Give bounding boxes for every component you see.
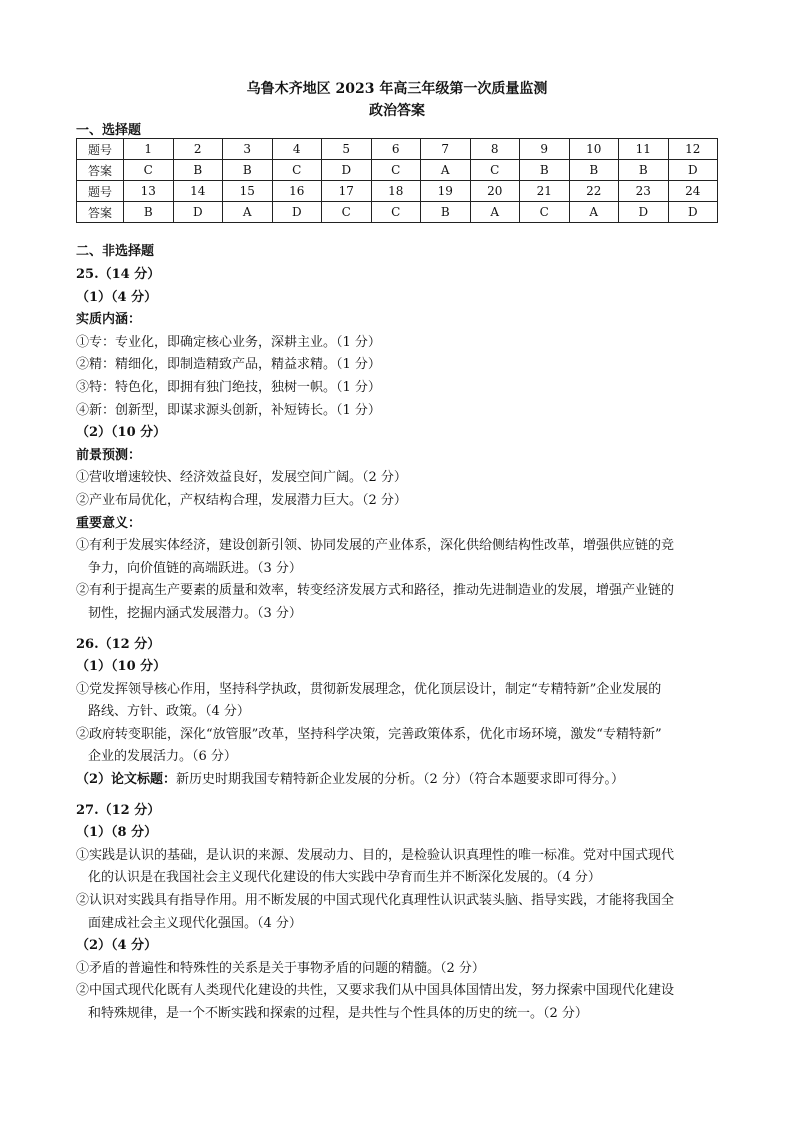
q25-item8-line2: 韧性，挖掘内涵式发展潜力。（3 分）: [88, 605, 302, 621]
q26-item2-line2: 企业的发展活力。（6 分）: [88, 749, 237, 765]
q27-item4-line1: ②中国式现代化既有人类现代化建设的共性，又要求我们从中国具体国情出发，努力探索中国现代化建设: [76, 983, 675, 999]
question-number-cell: 1: [124, 139, 174, 160]
question-row-label: 题号: [77, 139, 124, 160]
answer-cell: A: [223, 202, 273, 223]
question-number-row: [77, 139, 718, 160]
answer-cell: C: [272, 160, 322, 181]
answer-cell: C: [371, 160, 421, 181]
answer-cell: B: [520, 160, 570, 181]
q25-part1: （1）（4 分）: [76, 289, 158, 305]
q25-item4: ④新：创新型，即谋求源头创新，补短铸长。（1 分）: [76, 402, 381, 418]
q25-heading-meaning: 实质内涵：: [76, 312, 142, 328]
q26-part2-label: （2）论文标题：: [76, 772, 177, 788]
answer-cell: A: [569, 202, 619, 223]
q25-item1: ①专：专业化，即确定核心业务，深耕主业。（1 分）: [76, 334, 381, 350]
q26-item2-line1: ②政府转变职能，深化“放管服”改革，坚持科学决策，完善政策体系，优化市场环境，激发“专精特新”: [76, 726, 662, 742]
question-number-cell: 16: [272, 181, 322, 202]
q25-item7-line1: ①有利于发展实体经济，建设创新引领、协同发展的产业体系，深化供给侧结构性改革，增强供应链的竞: [76, 538, 675, 554]
q25-part2: （2）（10 分）: [76, 425, 167, 441]
question-number-cell: 8: [470, 139, 520, 160]
answer-row: [77, 160, 718, 181]
question-number-cell: 19: [421, 181, 471, 202]
answer-cell: D: [668, 202, 718, 223]
q25-heading-significance: 重要意义：: [76, 515, 142, 531]
answer-cell: D: [173, 202, 223, 223]
answer-cell: C: [124, 160, 174, 181]
answer-cell: A: [421, 160, 471, 181]
question-number-cell: 7: [421, 139, 471, 160]
answer-cell: B: [173, 160, 223, 181]
question-number-cell: 11: [619, 139, 669, 160]
q26-part2-text: 新历史时期我国专精特新企业发展的分析。（2 分）（符合本题要求即可得分。）: [176, 772, 624, 788]
question-number-cell: 21: [520, 181, 570, 202]
answer-cell: D: [619, 202, 669, 223]
q27-item4-line2: 和特殊规律，是一个不断实践和探索的过程，是共性与个性具体的历史的统一。（2 分）: [88, 1006, 588, 1021]
question-number-cell: 2: [173, 139, 223, 160]
question-number-cell: 24: [668, 181, 718, 202]
q25-item5: ①营收增速较快、经济效益良好，发展空间广阔。（2 分）: [76, 470, 407, 486]
q26-part1: （1）（10 分）: [76, 659, 167, 675]
q26-item1-line1: ①党发挥领导核心作用，坚持科学执政，贯彻新发展理念，优化顶层设计，制定“专精特新”企业发展的: [76, 681, 662, 697]
q27-item2-line2: 面建成社会主义现代化强国。（4 分）: [88, 915, 302, 931]
question-number-cell: 22: [569, 181, 619, 202]
answer-cell: C: [371, 202, 421, 223]
answer-cell: C: [470, 160, 520, 181]
question-number-cell: 17: [322, 181, 372, 202]
answer-cell: B: [124, 202, 174, 223]
q25-item7-line2: 争力，向价值链的高端跃进。（3 分）: [88, 560, 302, 576]
question-number-cell: 14: [173, 181, 223, 202]
answer-row-label: 答案: [77, 160, 124, 181]
question-number-cell: 13: [124, 181, 174, 202]
q27-part2: （2）（4 分）: [76, 938, 158, 954]
question-number-cell: 18: [371, 181, 421, 202]
q25-title: 25.（14 分）: [76, 267, 161, 282]
q27-item2-line1: ②认识对实践具有指导作用。用不断发展的中国式现代化真理性认识武装头脑、指导实践，才能将我国全: [76, 893, 675, 909]
question-number-cell: 23: [619, 181, 669, 202]
answer-table: [76, 138, 718, 223]
answer-cell: D: [668, 160, 718, 181]
q25-item3: ③特：特色化，即拥有独门绝技，独树一帜。（1 分）: [76, 379, 381, 395]
answer-cell: A: [470, 202, 520, 223]
answer-row-label: 答案: [77, 202, 124, 223]
section-heading-choice: 一、选择题: [76, 123, 142, 138]
q26-item1-line2: 路线、方针、政策。（4 分）: [88, 704, 250, 720]
question-number-cell: 6: [371, 139, 421, 160]
q27-title: 27.（12 分）: [76, 802, 161, 818]
section-heading-nonchoice: 二、非选择题: [76, 244, 155, 259]
q25-item8-line1: ②有利于提高生产要素的质量和效率，转变经济发展方式和路径，推动先进制造业的发展，增强产业链的: [76, 583, 675, 599]
question-number-cell: 9: [520, 139, 570, 160]
q27-part1: （1）（8 分）: [76, 825, 158, 841]
q25-heading-prospect: 前景预测：: [76, 447, 142, 463]
question-number-cell: 5: [322, 139, 372, 160]
answer-cell: B: [619, 160, 669, 181]
answer-cell: D: [272, 202, 322, 223]
question-number-cell: 12: [668, 139, 718, 160]
answer-cell: D: [322, 160, 372, 181]
answer-cell: B: [223, 160, 273, 181]
q25-item6: ②产业布局优化，产权结构合理，发展潜力巨大。（2 分）: [76, 492, 407, 508]
question-number-row: [77, 181, 718, 202]
answer-cell: C: [520, 202, 570, 223]
q25-item2: ②精：精细化，即制造精致产品，精益求精。（1 分）: [76, 357, 381, 373]
answer-cell: B: [569, 160, 619, 181]
answer-cell: B: [421, 202, 471, 223]
answers-body: [76, 264, 718, 1026]
question-number-cell: 10: [569, 139, 619, 160]
answer-row: [77, 202, 718, 223]
question-number-cell: 20: [470, 181, 520, 202]
question-number-cell: 4: [272, 139, 322, 160]
question-number-cell: 15: [223, 181, 273, 202]
q27-item1-line2: 化的认识是在我国社会主义现代化建设的伟大实践中孕育而生并不断深化发展的。（4 分）: [88, 870, 601, 886]
question-number-cell: 3: [223, 139, 273, 160]
answer-cell: C: [322, 202, 372, 223]
page-title: 乌鲁木齐地区 2023 年高三年级第一次质量监测: [246, 81, 548, 97]
q27-item3: ①矛盾的普遍性和特殊性的关系是关于事物矛盾的问题的精髓。（2 分）: [76, 960, 485, 976]
q27-item1-line1: ①实践是认识的基础，是认识的来源、发展动力、目的，是检验认识真理性的唯一标准。党对中国式现代: [76, 847, 675, 863]
q26-title: 26.（12 分）: [76, 636, 161, 652]
page-subtitle: 政治答案: [369, 103, 425, 119]
question-row-label: 题号: [77, 181, 124, 202]
